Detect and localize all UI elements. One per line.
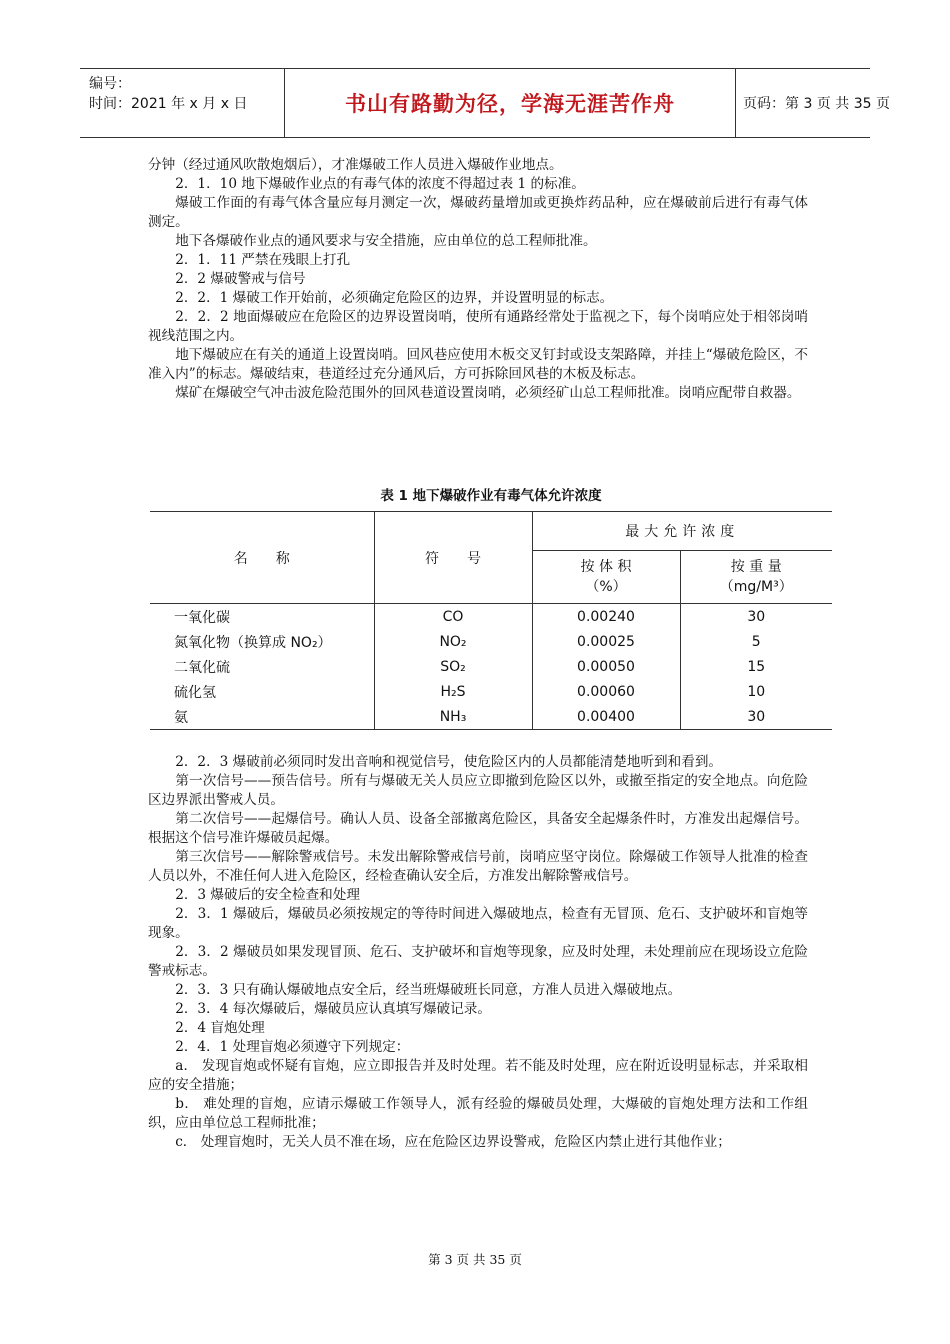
- gas-symbol: NO₂: [374, 629, 532, 654]
- document-date: 时间：2021 年 x 月 x 日: [89, 96, 248, 112]
- gas-symbol: CO: [374, 604, 532, 630]
- paragraph: 2．4．1 处理盲炮必须遵守下列规定：: [175, 1039, 410, 1055]
- gas-name: 二氧化硫: [174, 659, 230, 676]
- paragraph: 2．3．4 每次爆破后，爆破员应认真填写爆破记录。: [175, 1001, 491, 1017]
- page-footer: 第 3 页 共 35 页: [428, 1252, 522, 1267]
- gas-name: 硫化氢: [174, 684, 216, 701]
- table-row: [150, 654, 832, 679]
- paragraph: 2．2．1 爆破工作开始前，必须确定危险区的边界，并设置明显的标志。: [175, 290, 614, 306]
- list-item: a． 发现盲炮或怀疑有盲炮，应立即报告并及时处理。若不能及时处理，应在附近设明显标志，并采取相应的安全措施；: [148, 1058, 808, 1093]
- section-heading: 2．3 爆破后的安全检查和处理: [175, 887, 360, 903]
- header-by-weight: [680, 551, 832, 604]
- gas-volume: 0.00025: [532, 629, 680, 654]
- paragraph: 第三次信号——解除警戒信号。未发出解除警戒信号前，岗哨应坚守岗位。除爆破工作领导人批准的检查人员以外，不准任何人进入危险区，经检查确认安全后，方准发出解除警戒信号。: [148, 849, 808, 884]
- paragraph: 2．2．3 爆破前必须同时发出音响和视觉信号，使危险区内的人员都能清楚地听到和看到。: [175, 754, 723, 770]
- gas-volume: 0.00240: [532, 604, 680, 630]
- header-volume-unit: （%）: [585, 579, 627, 595]
- header-volume-label: 按 体 积: [580, 559, 632, 575]
- header-name: 名 称: [150, 512, 374, 604]
- gas-symbol: H₂S: [374, 679, 532, 704]
- paragraph: 爆破工作面的有毒气体含量应每月测定一次，爆破药量增加或更换炸药品种，应在爆破前后进行有毒气体测定。: [148, 195, 808, 230]
- section-heading: 2．4 盲炮处理: [175, 1020, 265, 1036]
- table-caption: 表 1 地下爆破作业有毒气体允许浓度: [380, 488, 602, 504]
- paragraph: 第二次信号——起爆信号。确认人员、设备全部撤离危险区，具备安全起爆条件时，方准发出起爆信号。根据这个信号准许爆破员起爆。: [148, 811, 808, 846]
- paragraph: 2．2．2 地面爆破应在危险区的边界设置岗哨，使所有通路经常处于监视之下，每个岗哨应处于相邻岗哨视线范围之内。: [148, 309, 808, 344]
- gas-weight: 15: [680, 654, 832, 679]
- gas-name: 氨: [150, 704, 374, 730]
- paragraph: 2．1．10 地下爆破作业点的有毒气体的浓度不得超过表 1 的标准。: [175, 176, 585, 192]
- header-symbol: 符 号: [374, 512, 532, 604]
- paragraph: 2．1．11 严禁在残眼上打孔: [175, 252, 351, 268]
- page-header: [80, 68, 890, 138]
- gas-weight: 30: [680, 704, 832, 730]
- table-row: [150, 629, 832, 654]
- gas-name: 氮氧化物（换算成 NO₂）: [174, 634, 332, 651]
- list-item: c． 处理盲炮时，无关人员不准在场，应在危险区边界设警戒，危险区内禁止进行其他作业；: [175, 1134, 731, 1150]
- header-weight-label: 按 重 量: [730, 559, 782, 575]
- gas-symbol: NH₃: [374, 704, 532, 730]
- list-item: b． 难处理的盲炮，应请示爆破工作领导人，派有经验的爆破员处理，大爆破的盲炮处理方法和工作组织，应由单位总工程师批准；: [148, 1096, 808, 1131]
- gas-volume: 0.00400: [532, 704, 680, 730]
- paragraph: 第一次信号——预告信号。所有与爆破无关人员应立即撤到危险区以外，或撤至指定的安全地点。向危险区边界派出警戒人员。: [148, 773, 808, 808]
- paragraph: 2．3．3 只有确认爆破地点安全后，经当班爆破班长同意，方准人员进入爆破地点。: [175, 982, 682, 998]
- gas-volume: 0.00060: [532, 679, 680, 704]
- gas-symbol: SO₂: [374, 654, 532, 679]
- body-text-top: [148, 156, 808, 403]
- document-number-label: 编号：: [89, 76, 131, 92]
- paragraph: 地下爆破应在有关的通道上设置岗哨。回风巷应使用木板交叉钉封或设支架路障，并挂上“爆破危险区，不准入内”的标志。爆破结束，巷道经过充分通风后，方可拆除回风巷的木板及标志。: [148, 347, 808, 382]
- paragraph: 2．3．1 爆破后，爆破员必须按规定的等待时间进入爆破地点，检查有无冒顶、危石、支护破坏和盲炮等现象。: [148, 906, 808, 941]
- header-by-volume: [532, 551, 680, 604]
- body-text-bottom: [148, 753, 808, 1152]
- header-motto: 书山有路勤为径，学海无涯苦作舟: [284, 69, 736, 137]
- table-row: [150, 679, 832, 704]
- toxic-gas-table: [150, 511, 832, 730]
- table-row: [150, 604, 832, 630]
- gas-volume: 0.00050: [532, 654, 680, 679]
- header-meta: [80, 69, 284, 137]
- paragraph: 2．3．2 爆破员如果发现冒顶、危石、支护破坏和盲炮等现象，应及时处理，未处理前应在现场设立危险警戒标志。: [148, 944, 808, 979]
- header-page-number: 页码：第 3 页 共 35 页: [743, 96, 890, 112]
- paragraph: 煤矿在爆破空气冲击波危险范围外的回风巷道设置岗哨，必须经矿山总工程师批准。岗哨应配带自救器。: [175, 385, 801, 401]
- table-row: [150, 704, 832, 730]
- gas-weight: 30: [680, 604, 832, 630]
- paragraph: 地下各爆破作业点的通风要求与安全措施，应由单位的总工程师批准。: [175, 233, 597, 249]
- paragraph: 分钟（经过通风吹散炮烟后），才准爆破工作人员进入爆破作业地点。: [148, 157, 563, 173]
- gas-weight: 5: [680, 629, 832, 654]
- header-max-concentration: 最大允许浓度: [532, 512, 832, 551]
- gas-name: 一氧化碳: [174, 609, 230, 626]
- gas-weight: 10: [680, 679, 832, 704]
- section-heading: 2．2 爆破警戒与信号: [175, 271, 306, 287]
- header-weight-unit: （mg/M³）: [719, 579, 793, 595]
